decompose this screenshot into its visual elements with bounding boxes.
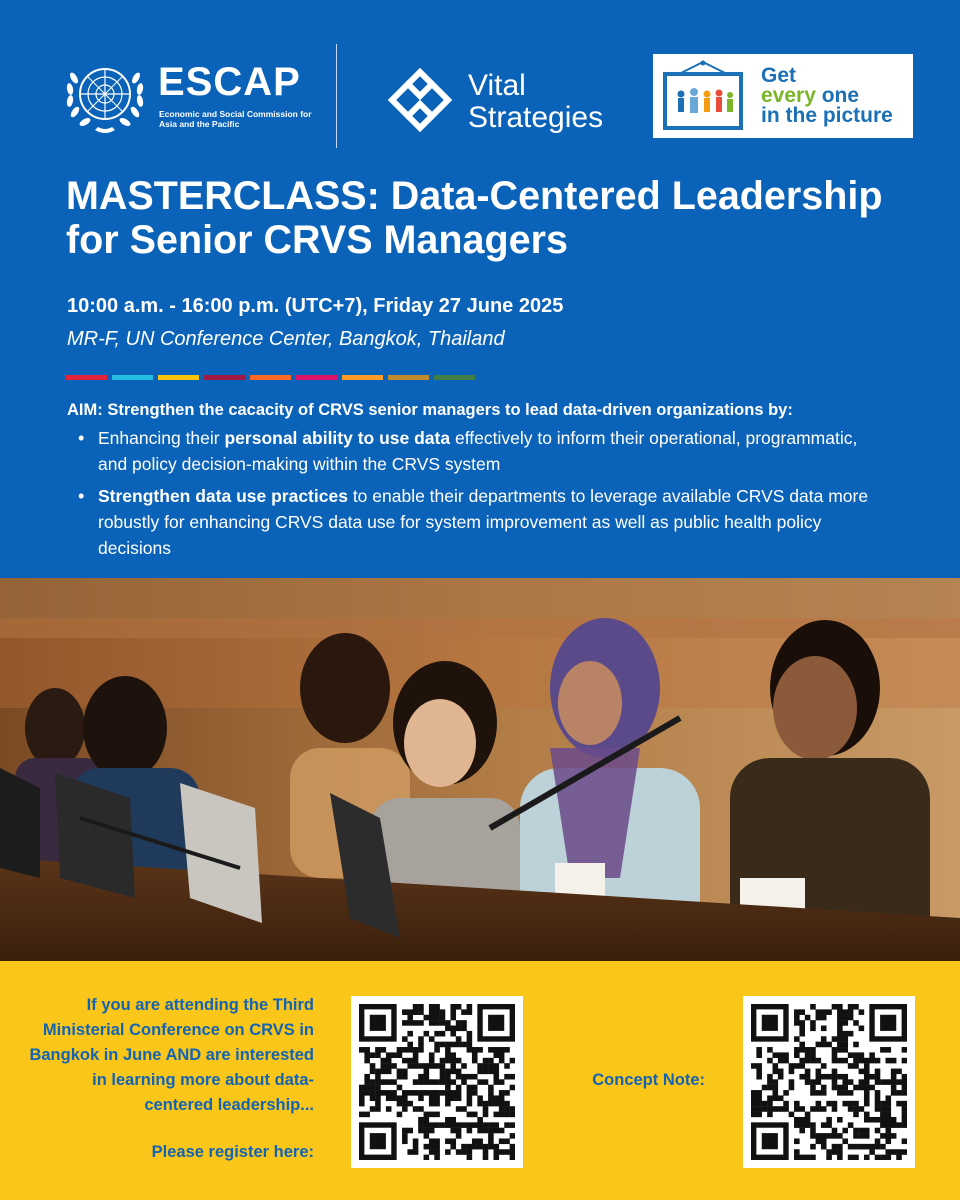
color-bar-segment [112, 375, 153, 380]
geip-line-2 [761, 86, 893, 106]
aim-bullet-list [78, 425, 888, 567]
vital-strategies-wordmark [468, 70, 603, 134]
header-section [0, 0, 960, 578]
concept-note-label: Concept Note: [592, 1071, 705, 1089]
partner-logos [0, 40, 960, 152]
get-every-one-in-the-picture-logo [653, 54, 913, 138]
geip-line-1: Get [761, 64, 797, 87]
aim-heading: AIM: Strengthen the cacacity of CRVS senior managers to lead data-driven organizations by: [67, 401, 793, 419]
color-bar-segment [296, 375, 337, 380]
vital-line-2: Strategies [468, 101, 604, 134]
aim-bullet-pre: Enhancing their [98, 428, 225, 448]
aim-bullet-bold: personal ability to use data [224, 428, 451, 448]
color-bar-segment [434, 375, 475, 380]
vital-strategies-logo [388, 64, 628, 136]
qr-code-icon [359, 1004, 515, 1160]
geip-one: one [821, 84, 860, 107]
event-title: MASTERCLASS: Data-Centered Leadership for Senior CRVS Managers [66, 174, 883, 262]
color-bar-segment [66, 375, 107, 380]
color-bar-segment [204, 375, 245, 380]
vital-strategies-mark-icon [388, 64, 452, 136]
color-bar-segment [158, 375, 199, 380]
event-venue: MR-F, UN Conference Center, Bangkok, Thailand [67, 328, 505, 350]
registration-qr-code[interactable] [351, 996, 523, 1168]
escap-subtitle: Economic and Social Commission for Asia and the Pacific [159, 109, 312, 129]
geip-line-3: in the picture [761, 104, 893, 127]
qr-code-icon [751, 1004, 907, 1160]
color-bar-segment [342, 375, 383, 380]
escap-logo [62, 56, 322, 138]
aim-bullet [78, 483, 888, 561]
aim-bullet-post: effectively to inform their operational, programmatic, and policy decision-making within the CRVS system [98, 428, 858, 474]
color-bar-segment [388, 375, 429, 380]
sdg-color-bar [66, 375, 475, 380]
concept-note-qr-code[interactable] [743, 996, 915, 1168]
participants-photo [0, 578, 960, 961]
aim-bullet-post: to enable their departments to leverage available CRVS data more robustly for enhancing CRVS data use for system improvement as well as public health policy decisions [98, 486, 869, 558]
register-prompt: Please register here: [151, 1143, 314, 1161]
escap-wordmark: ESCAP [158, 60, 301, 104]
event-datetime: 10:00 a.m. - 16:00 p.m. (UTC+7), Friday 27 June 2025 [67, 295, 564, 317]
logo-divider [336, 44, 337, 148]
geip-wordmark [761, 66, 893, 126]
aim-bullet [78, 425, 888, 477]
picture-frame-icon [661, 60, 745, 132]
aim-bullet-bold: Strengthen data use practices [98, 486, 348, 506]
registration-section [0, 961, 960, 1200]
un-emblem-icon [62, 56, 148, 138]
vital-line-1: Vital [468, 69, 526, 102]
registration-text: If you are attending the Third Ministerial Conference on CRVS in Bangkok in June AND are interested in learning more about data-centered leadership... [29, 996, 314, 1114]
color-bar-segment [250, 375, 291, 380]
geip-every: every [761, 84, 816, 107]
